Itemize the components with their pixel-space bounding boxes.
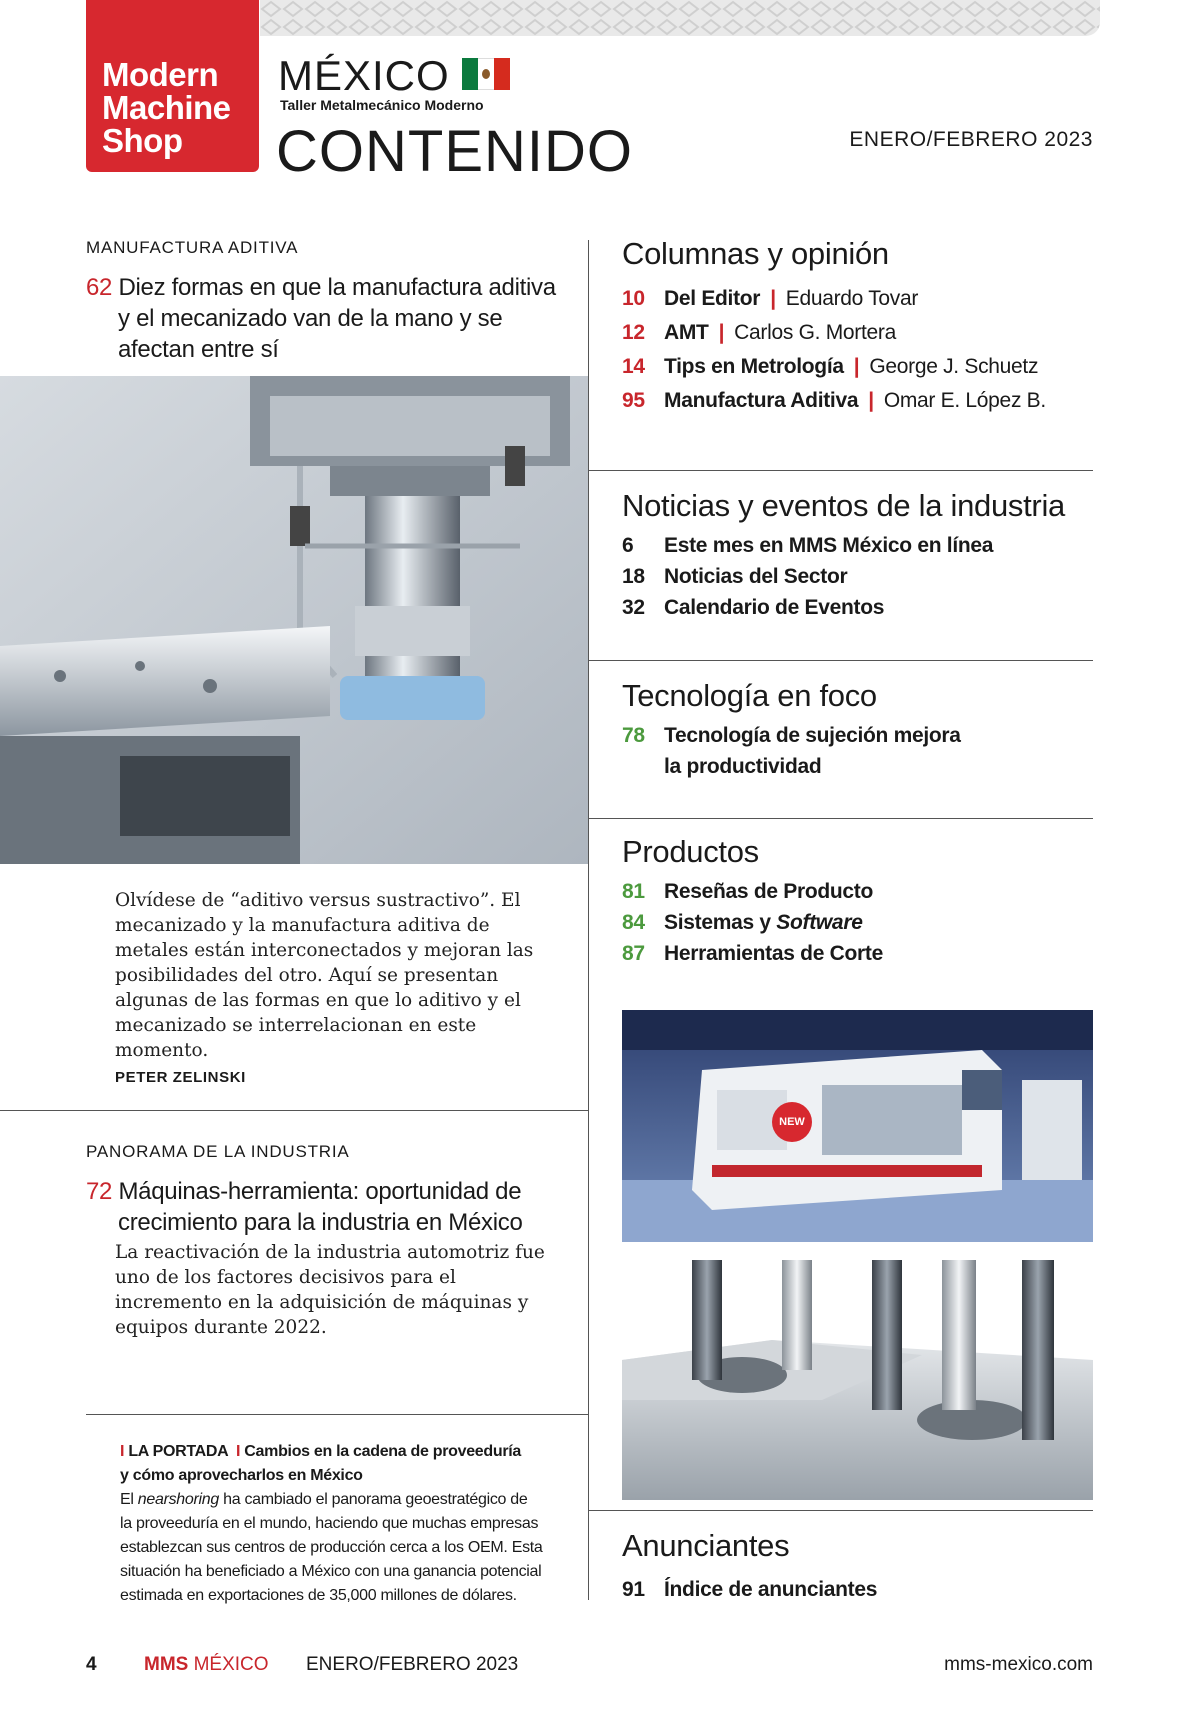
separator-bar: I [235, 1443, 241, 1460]
feature-page-number: 62 [86, 274, 113, 301]
toc-page-number: 18 [622, 565, 645, 588]
section-heading: Noticias y eventos de la industria [622, 488, 1065, 523]
logo-line: Machine [102, 89, 231, 126]
magazine-subtitle: Taller Metalmecánico Moderno [280, 97, 484, 113]
toc-list-columnas [622, 282, 1046, 418]
feature-title-line: Diez formas en que la manufactura aditiva [118, 274, 556, 301]
footer-brand-mms: MMS [144, 1654, 189, 1675]
toc-item[interactable]: 95 Manufactura Aditiva | Omar E. López B. [622, 384, 1046, 418]
feature-title-line: y el mecanizado van de la mano y se [118, 305, 503, 332]
toc-title: Tips en Metrología [664, 355, 844, 378]
toc-title: Herramientas de Corte [664, 942, 883, 965]
footer-brand-country: MÉXICO [193, 1654, 269, 1675]
toc-title: Sistemas y [664, 911, 777, 934]
cover-title-line: y cómo aprovecharlos en México [120, 1467, 363, 1484]
footer-brand [144, 1654, 269, 1676]
cover-text: estimada en exportaciones de 35,000 millones de dólares. [120, 1587, 517, 1604]
toc-title-italic: Software [776, 911, 863, 934]
logo-line: Modern [102, 56, 219, 93]
mexico-flag-icon [462, 58, 510, 90]
divider [0, 1110, 588, 1111]
toc-item[interactable] [622, 530, 993, 561]
cover-text-italic: nearshoring [137, 1491, 219, 1508]
divider [588, 660, 1093, 661]
header-pattern [260, 0, 1100, 36]
toc-page-number: 95 [622, 389, 645, 412]
feature-summary [115, 1240, 545, 1340]
feature-page-number: 72 [86, 1178, 113, 1205]
toc-title: Índice de anunciantes [664, 1578, 878, 1601]
section-heading: Columnas y opinión [622, 236, 889, 271]
cover-text: ha cambiado el panorama geoestratégico de [218, 1491, 528, 1508]
feature-title-line: Máquinas-herramienta: oportunidad de [118, 1178, 522, 1205]
column-divider [588, 240, 589, 1600]
feature-title[interactable] [86, 272, 556, 365]
section-heading: Tecnología en foco [622, 678, 877, 713]
cover-text: la proveeduría en el mundo, haciendo que muchas empresas [120, 1515, 539, 1532]
toc-page-number: 91 [622, 1578, 645, 1601]
toc-title: AMT [664, 321, 709, 344]
divider [86, 1414, 588, 1415]
toc-title-line: la productividad [664, 755, 822, 778]
feature-title-line: afectan entre sí [118, 336, 279, 363]
toc-item[interactable] [622, 561, 993, 592]
toc-item[interactable]: 14 Tips en Metrología | George J. Schuetz [622, 350, 1046, 384]
toc-title: Del Editor [664, 287, 761, 310]
toc-page-number: 32 [622, 596, 645, 619]
cover-text: establezcan sus centros de producción cerca a los OEM. Esta [120, 1539, 543, 1556]
divider [588, 1510, 1093, 1511]
cover-story [120, 1440, 543, 1608]
footer-page-number: 4 [86, 1654, 97, 1675]
cutting-tools-image [622, 1250, 1093, 1500]
toc-item[interactable] [622, 938, 883, 969]
summary-line: equipos durante 2022. [115, 1317, 327, 1338]
edition-label: MÉXICO [278, 52, 450, 99]
toc-list-noticias [622, 530, 993, 623]
toc-page-number: 84 [622, 911, 645, 934]
summary-line: algunas de las formas en que lo aditivo y el [115, 990, 521, 1011]
toc-title: Este mes en MMS México en línea [664, 534, 994, 557]
machining-spindle-image [0, 376, 588, 864]
toc-item[interactable] [622, 592, 993, 623]
cover-label: LA PORTADA [128, 1443, 228, 1460]
toc-title: Tecnología de sujeción mejora [664, 724, 961, 747]
footer-url[interactable]: mms-mexico.com [944, 1654, 1093, 1675]
toc-author: Carlos G. Mortera [734, 321, 896, 344]
separator-bar: I [120, 1443, 125, 1460]
section-kicker: MANUFACTURA ADITIVA [86, 238, 299, 257]
summary-line: La reactivación de la industria automotriz fue [115, 1242, 545, 1263]
section-heading: Anunciantes [622, 1528, 790, 1563]
issue-date: ENERO/FEBRERO 2023 [849, 128, 1093, 151]
feature-title[interactable] [86, 1176, 523, 1238]
summary-line: metales están interconectados y mejoran las [115, 940, 534, 961]
toc-page-number: 87 [622, 942, 645, 965]
section-heading: Productos [622, 834, 759, 869]
toc-title: Calendario de Eventos [664, 596, 885, 619]
section-kicker: PANORAMA DE LA INDUSTRIA [86, 1142, 350, 1161]
toc-item[interactable] [622, 720, 961, 751]
divider [588, 818, 1093, 819]
toc-page-number: 12 [622, 321, 645, 344]
summary-line: mecanizado y la manufactura aditiva de [115, 915, 490, 936]
summary-line: incremento en la adquisición de máquinas y [115, 1292, 529, 1313]
toc-page-number: 10 [622, 287, 645, 310]
toc-list-tecnologia [622, 720, 961, 782]
summary-line: Olvídese de “aditivo versus sustractivo”. El [115, 890, 521, 911]
toc-page-number: 14 [622, 355, 645, 378]
feature-author: PETER ZELINSKI [115, 1069, 246, 1086]
toc-item[interactable] [622, 876, 883, 907]
cnc-machine-image [622, 1010, 1093, 1242]
toc-title: Noticias del Sector [664, 565, 848, 588]
toc-item[interactable]: 12 AMT | Carlos G. Mortera [622, 316, 1046, 350]
cover-title-line: Cambios en la cadena de proveeduría [244, 1443, 522, 1460]
feature-summary [115, 888, 533, 1063]
cover-text: El [120, 1491, 138, 1508]
new-badge: NEW [772, 1102, 812, 1142]
toc-page-number: 6 [622, 534, 634, 557]
toc-page-number: 78 [622, 724, 645, 747]
toc-item[interactable] [622, 907, 883, 938]
toc-author: Eduardo Tovar [785, 287, 919, 310]
summary-line: posibilidades del otro. Aquí se presentan [115, 965, 499, 986]
footer-date: ENERO/FEBRERO 2023 [306, 1654, 519, 1675]
toc-item[interactable]: 10 Del Editor | Eduardo Tovar [622, 282, 1046, 316]
toc-author: Omar E. López B. [883, 389, 1046, 412]
toc-page-number: 81 [622, 880, 645, 903]
summary-line: momento. [115, 1040, 209, 1061]
feature-title-line: crecimiento para la industria en México [118, 1209, 523, 1236]
cover-text: situación ha beneficiado a México con una ganancia potencial [120, 1563, 542, 1580]
divider [588, 470, 1093, 471]
toc-author: George J. Schuetz [869, 355, 1039, 378]
brand-logo [86, 0, 259, 172]
summary-line: uno de los factores decisivos para el [115, 1267, 456, 1288]
page-title: CONTENIDO [276, 119, 633, 184]
logo-line: Shop [102, 122, 183, 159]
toc-title: Manufactura Aditiva [664, 389, 859, 412]
summary-line: mecanizado se interrelacionan en este [115, 1015, 477, 1036]
toc-list-productos [622, 876, 883, 969]
toc-item[interactable] [622, 1574, 877, 1605]
toc-title: Reseñas de Producto [664, 880, 874, 903]
